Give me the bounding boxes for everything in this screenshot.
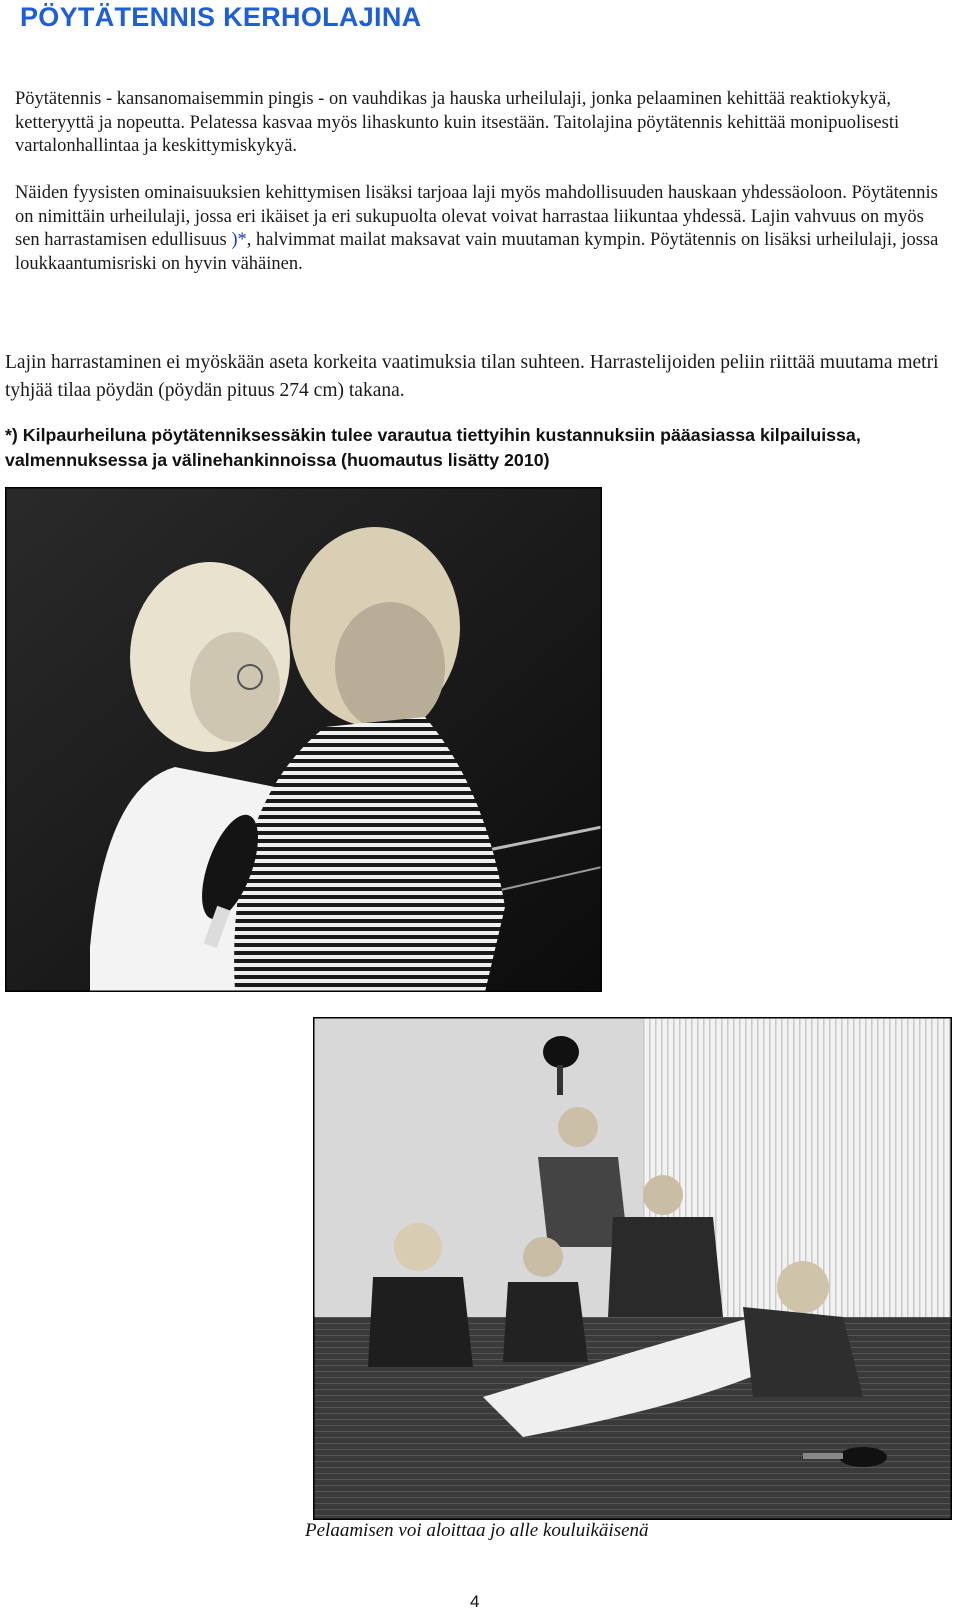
benefits-text-start: Näiden fyysisten ominaisuuksien kehittymisen lisäksi tarjoaa laji myös mahdollisuuden hauskaan yhdessäoloon. Pöytätennis on nimittäin urheilulaji, jossa eri ikäiset ja eri sukupuolta olevat voivat harrastaa liikuntaa yhdessä. Lajin vahvuus on myös sen harrastamisen edullisuus — [15, 183, 938, 250]
space-paragraph: Lajin harrastaminen ei myöskään aseta korkeita vaatimuksia tilan suhteen. Harrastelijoiden peliin riittää muutama metri tyhjää tilaa pöydän (pöydän pituus 274 cm) takana. — [5, 352, 939, 401]
page-title: PÖYTÄTENNIS KERHOLAJINA — [20, 2, 422, 32]
footnote-marker: )* — [231, 230, 247, 250]
benefits-paragraph — [15, 182, 950, 276]
page-number: 4 — [470, 1592, 480, 1611]
photo-group-of-children — [313, 1017, 952, 1520]
photo-two-children-table-tennis — [5, 487, 602, 992]
benefits-text-end: , halvimmat mailat maksavat vain muutaman kympin. Pöytätennis on lisäksi urheilulaji, jossa loukkaantumisriski on hyvin vähäinen. — [15, 230, 939, 274]
intro-paragraph: Pöytätennis - kansanomaisemmin pingis - on vauhdikas ja hauska urheilulaji, jonka pelaaminen kehittää reaktiokykyä, ketteryyttä ja nopeutta. Pelatessa kasvaa myös lihaskunto kuin itsestään. Taitolajina pöytätennis kehittää monipuolisesti vartalonhallintaa ja keskittymiskykyä. — [15, 89, 900, 156]
footnote: *) Kilpaurheiluna pöytätenniksessäkin tulee varautua tiettyihin kustannuksiin pääasiassa kilpailuissa, valmennuksessa ja välinehankinnoissa (huomautus lisätty 2010) — [5, 425, 861, 470]
photo-caption: Pelaamisen voi aloittaa jo alle kouluikäisenä — [305, 1520, 649, 1541]
